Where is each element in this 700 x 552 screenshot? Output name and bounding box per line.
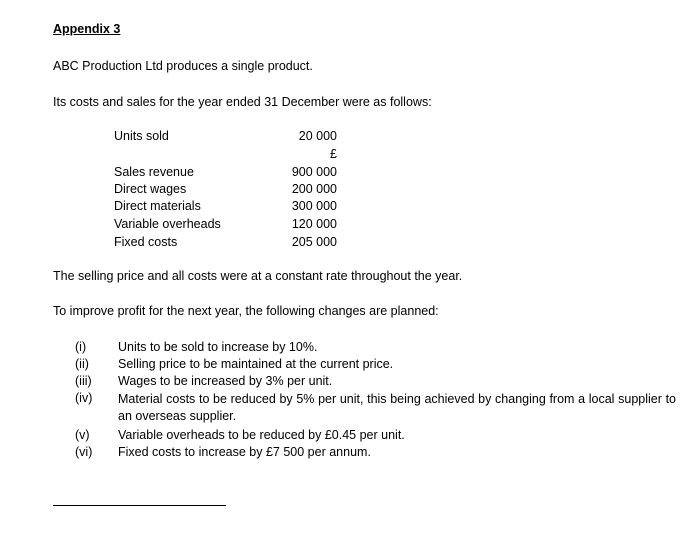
table-row-value: 205 000 — [291, 235, 337, 249]
appendix-heading: Appendix 3 — [53, 22, 121, 36]
list-item-text: Fixed costs to increase by £7 500 per annum. — [118, 445, 371, 459]
changes-intro-text: To improve profit for the next year, the following changes are planned: — [53, 304, 439, 318]
list-item-numeral: (ii) — [75, 357, 89, 371]
list-item-text: Selling price to be maintained at the current price. — [118, 357, 394, 371]
table-row-value: 300 000 — [291, 199, 337, 213]
list-item-numeral: (iii) — [75, 374, 92, 388]
footnote-divider — [53, 505, 226, 506]
list-item-numeral: (iv) — [75, 391, 93, 405]
table-row-label: Fixed costs — [114, 235, 178, 249]
list-item-text: Material costs to be reduced by 5% per unit, this being achieved by changing from a local supplier to an overseas supplier. — [118, 392, 676, 423]
list-item-text: Wages to be increased by 3% per unit. — [118, 374, 333, 388]
units-sold-value: 20 000 — [298, 129, 337, 143]
currency-header: £ — [330, 147, 337, 161]
intro-text: ABC Production Ltd produces a single product. — [53, 59, 313, 73]
list-item-numeral: (v) — [75, 428, 90, 442]
table-row-label: Direct materials — [114, 199, 201, 213]
table-row-label: Direct wages — [114, 182, 187, 196]
table-row-label: Sales revenue — [114, 165, 194, 179]
list-item-text: Variable overheads to be reduced by £0.45 per unit. — [118, 428, 405, 442]
units-sold-label: Units sold — [114, 129, 169, 143]
list-item-numeral: (vi) — [75, 445, 93, 459]
list-item-numeral: (i) — [75, 340, 87, 354]
table-row-value: 900 000 — [291, 165, 337, 179]
costs-intro-text: Its costs and sales for the year ended 31 December were as follows: — [53, 95, 432, 109]
table-row-label: Variable overheads — [114, 217, 221, 231]
list-item-text: Units to be sold to increase by 10%. — [118, 340, 318, 354]
table-row-value: 200 000 — [291, 182, 337, 196]
table-row-value: 120 000 — [291, 217, 337, 231]
constant-rate-text: The selling price and all costs were at a constant rate throughout the year. — [53, 269, 463, 283]
